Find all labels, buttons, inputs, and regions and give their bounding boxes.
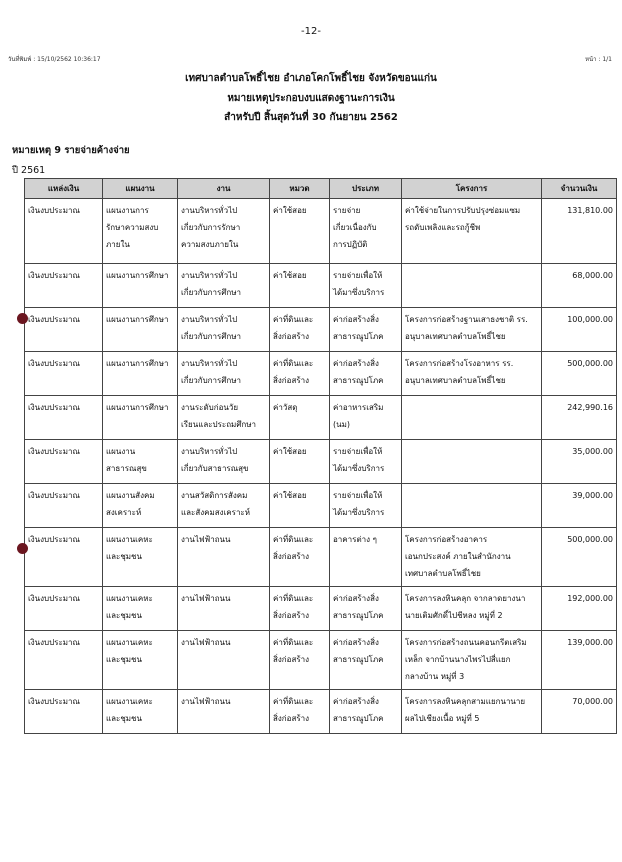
amount-cell: 100,000.00	[542, 308, 617, 352]
amount-cell: 70,000.00	[542, 690, 617, 734]
work-cell: งานบริหารทั่วไป เกี่ยวกับสาธารณสุข	[178, 440, 270, 484]
plan-cell: แผนงานเคหะ และชุมชน	[103, 587, 178, 631]
table-row	[25, 587, 617, 631]
work-cell: งานไฟฟ้าถนน	[178, 690, 270, 734]
page-number: -12-	[301, 26, 321, 37]
type-cell: ค่าก่อสร้างสิ่ง สาธารณูปโภค	[330, 308, 402, 352]
funding-source-cell: เงินงบประมาณ	[25, 352, 103, 396]
header-work: งาน	[178, 179, 270, 199]
plan-cell: แผนงานเคหะ และชุมชน	[103, 631, 178, 690]
header-plan: แผนงาน	[103, 179, 178, 199]
type-cell: ค่าอาหารเสริม (นม)	[330, 396, 402, 440]
accrued-expenses-table	[24, 178, 617, 734]
table-row	[25, 308, 617, 352]
amount-cell: 500,000.00	[542, 528, 617, 587]
category-cell: ค่าใช้สอย	[270, 484, 330, 528]
project-cell: โครงการก่อสร้างฐานเสาธงชาติ รร. อนุบาลเทศบาลตำบลโพธิ์ไชย	[402, 308, 542, 352]
amount-cell: 192,000.00	[542, 587, 617, 631]
project-cell	[402, 396, 542, 440]
project-cell: โครงการลงหินคลุกสามแยกนานาย ผลไปเชียงเนื้อ หมู่ที่ 5	[402, 690, 542, 734]
funding-source-cell: เงินงบประมาณ	[25, 528, 103, 587]
table-row	[25, 690, 617, 734]
funding-source-cell: เงินงบประมาณ	[25, 264, 103, 308]
table-row	[25, 631, 617, 690]
type-cell: ค่าก่อสร้างสิ่ง สาธารณูปโภค	[330, 631, 402, 690]
project-cell	[402, 264, 542, 308]
work-cell: งานระดับก่อนวัย เรียนและประถมศึกษา	[178, 396, 270, 440]
plan-cell: แผนงานสังคม สงเคราะห์	[103, 484, 178, 528]
category-cell: ค่าวัสดุ	[270, 396, 330, 440]
header-amount: จำนวนเงิน	[542, 179, 617, 199]
table-row	[25, 199, 617, 264]
type-cell: อาคารต่าง ๆ	[330, 528, 402, 587]
page-indicator: หน้า : 1/1	[585, 56, 612, 63]
table-header-row	[25, 179, 617, 199]
project-cell: ค่าใช้จ่ายในการปรับปรุงซ่อมแซม รถดับเพลิงและรถกู้ชีพ	[402, 199, 542, 264]
plan-cell: แผนงานเคหะ และชุมชน	[103, 528, 178, 587]
table-row	[25, 352, 617, 396]
document-title: หมายเหตุประกอบงบแสดงฐานะการเงิน	[227, 93, 395, 104]
type-cell: รายจ่าย เกี่ยวเนื่องกับ การปฏิบัติ	[330, 199, 402, 264]
project-cell: โครงการก่อสร้างถนนคอนกรีตเสริม เหล็ก จากบ้านนางไพรไปสี่แยก กลางบ้าน หมู่ที่ 3	[402, 631, 542, 690]
header-project: โครงการ	[402, 179, 542, 199]
category-cell: ค่าใช้สอย	[270, 264, 330, 308]
funding-source-cell: เงินงบประมาณ	[25, 308, 103, 352]
year-label: ปี 2561	[12, 165, 46, 176]
header-category: หมวด	[270, 179, 330, 199]
work-cell: งานไฟฟ้าถนน	[178, 631, 270, 690]
category-cell: ค่าที่ดินและ สิ่งก่อสร้าง	[270, 587, 330, 631]
funding-source-cell: เงินงบประมาณ	[25, 631, 103, 690]
table-row	[25, 528, 617, 587]
type-cell: รายจ่ายเพื่อให้ ได้มาซึ่งบริการ	[330, 264, 402, 308]
table-row	[25, 264, 617, 308]
plan-cell: แผนงานการศึกษา	[103, 352, 178, 396]
amount-cell: 500,000.00	[542, 352, 617, 396]
project-cell: โครงการก่อสร้างโรงอาหาร รร. อนุบาลเทศบาลตำบลโพธิ์ไชย	[402, 352, 542, 396]
work-cell: งานบริหารทั่วไป เกี่ยวกับการศึกษา	[178, 352, 270, 396]
project-cell: โครงการลงหินคลุก จากลาดยางนา นายเติมศักดิ์ไปชีหลง หมู่ที่ 2	[402, 587, 542, 631]
project-cell	[402, 440, 542, 484]
table-row	[25, 396, 617, 440]
work-cell: งานบริหารทั่วไป เกี่ยวกับการรักษา ความสงบภายใน	[178, 199, 270, 264]
type-cell: รายจ่ายเพื่อให้ ได้มาซึ่งบริการ	[330, 440, 402, 484]
work-cell: งานสวัสดิการสังคม และสังคมสงเคราะห์	[178, 484, 270, 528]
plan-cell: แผนงานเคหะ และชุมชน	[103, 690, 178, 734]
period-title: สำหรับปี สิ้นสุดวันที่ 30 กันยายน 2562	[224, 112, 398, 123]
amount-cell: 242,990.16	[542, 396, 617, 440]
funding-source-cell: เงินงบประมาณ	[25, 484, 103, 528]
work-cell: งานไฟฟ้าถนน	[178, 587, 270, 631]
category-cell: ค่าที่ดินและ สิ่งก่อสร้าง	[270, 308, 330, 352]
work-cell: งานบริหารทั่วไป เกี่ยวกับการศึกษา	[178, 308, 270, 352]
project-cell: โครงการก่อสร้างอาคาร เอนกประสงค์ ภายในสำนักงาน เทศบาลตำบลโพธิ์ไชย	[402, 528, 542, 587]
funding-source-cell: เงินงบประมาณ	[25, 440, 103, 484]
amount-cell: 131,810.00	[542, 199, 617, 264]
organization-title: เทศบาลตำบลโพธิ์ไชย อำเภอโคกโพธิ์ไชย จังหวัดขอนแก่น	[185, 73, 437, 84]
category-cell: ค่าที่ดินและ สิ่งก่อสร้าง	[270, 528, 330, 587]
punch-hole-mark	[17, 543, 28, 554]
category-cell: ค่าที่ดินและ สิ่งก่อสร้าง	[270, 690, 330, 734]
funding-source-cell: เงินงบประมาณ	[25, 396, 103, 440]
table-row	[25, 484, 617, 528]
category-cell: ค่าที่ดินและ สิ่งก่อสร้าง	[270, 352, 330, 396]
funding-source-cell: เงินงบประมาณ	[25, 199, 103, 264]
print-date: วันที่พิมพ์ : 15/10/2562 10:36:17	[8, 56, 101, 63]
plan-cell: แผนงานการศึกษา	[103, 396, 178, 440]
header-funding-source: แหล่งเงิน	[25, 179, 103, 199]
type-cell: ค่าก่อสร้างสิ่ง สาธารณูปโภค	[330, 690, 402, 734]
type-cell: รายจ่ายเพื่อให้ ได้มาซึ่งบริการ	[330, 484, 402, 528]
note-title: หมายเหตุ 9 รายจ่ายค้างจ่าย	[12, 145, 130, 156]
category-cell: ค่าใช้สอย	[270, 440, 330, 484]
work-cell: งานบริหารทั่วไป เกี่ยวกับการศึกษา	[178, 264, 270, 308]
amount-cell: 35,000.00	[542, 440, 617, 484]
header-type: ประเภท	[330, 179, 402, 199]
punch-hole-mark	[17, 313, 28, 324]
category-cell: ค่าที่ดินและ สิ่งก่อสร้าง	[270, 631, 330, 690]
plan-cell: แผนงาน สาธารณสุข	[103, 440, 178, 484]
funding-source-cell: เงินงบประมาณ	[25, 587, 103, 631]
plan-cell: แผนงานการ รักษาความสงบ ภายใน	[103, 199, 178, 264]
plan-cell: แผนงานการศึกษา	[103, 264, 178, 308]
project-cell	[402, 484, 542, 528]
amount-cell: 68,000.00	[542, 264, 617, 308]
type-cell: ค่าก่อสร้างสิ่ง สาธารณูปโภค	[330, 587, 402, 631]
amount-cell: 39,000.00	[542, 484, 617, 528]
table-row	[25, 440, 617, 484]
amount-cell: 139,000.00	[542, 631, 617, 690]
category-cell: ค่าใช้สอย	[270, 199, 330, 264]
funding-source-cell: เงินงบประมาณ	[25, 690, 103, 734]
type-cell: ค่าก่อสร้างสิ่ง สาธารณูปโภค	[330, 352, 402, 396]
work-cell: งานไฟฟ้าถนน	[178, 528, 270, 587]
plan-cell: แผนงานการศึกษา	[103, 308, 178, 352]
